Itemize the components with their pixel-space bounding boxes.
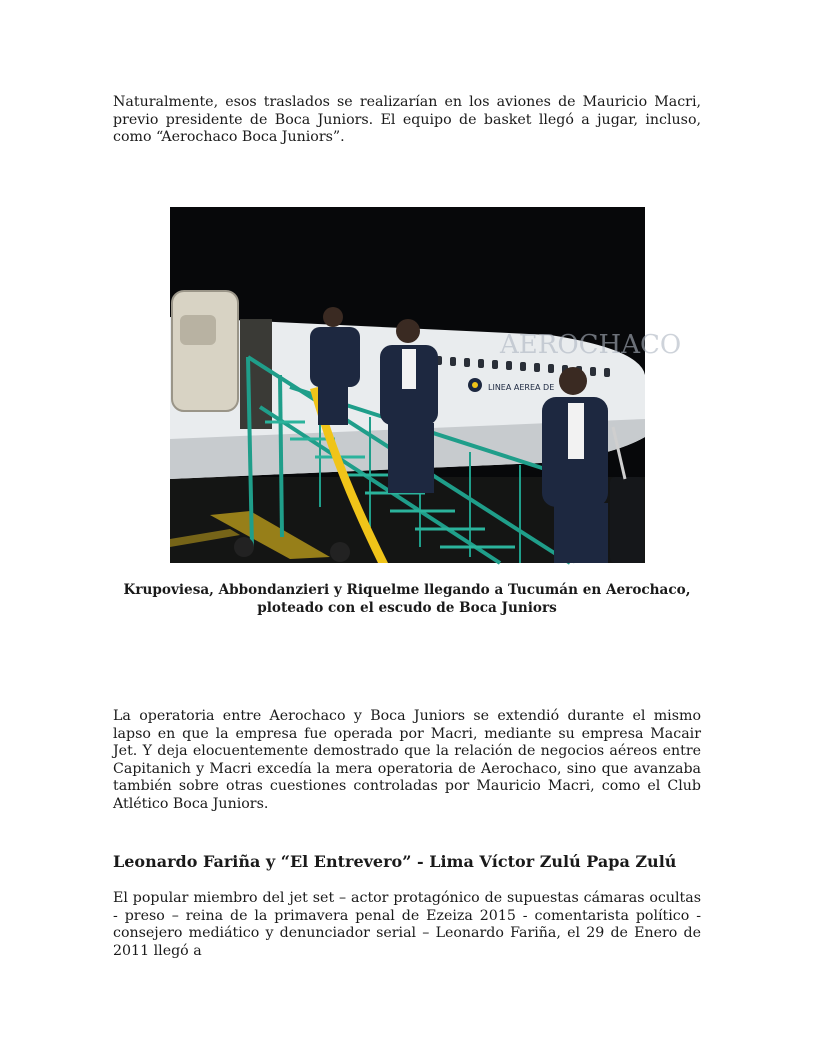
farina-paragraph: El popular miembro del jet set – actor protagónico de supuestas cámaras ocultas - preso – reina de la primavera penal de Ezeiza 2015 - comentarista político - consejero mediático y denunciador serial – Leonardo Fariña, el 29 de Enero de 2011 llegó a xyxy=(113,890,701,959)
svg-text:AEROCHACO: AEROCHACO xyxy=(500,330,682,360)
photo-caption xyxy=(113,582,701,617)
caption-line-2: ploteado con el escudo de Boca Juniors xyxy=(257,599,557,616)
section-heading: Leonardo Fariña y “El Entrevero” - Lima Víctor Zulú Papa Zulú xyxy=(113,852,677,871)
intro-paragraph: Naturalmente, esos traslados se realizarían en los aviones de Mauricio Macri, previo presidente de Boca Juniors. El equipo de basket llegó a jugar, incluso, como “Aerochaco Boca Juniors”. xyxy=(113,94,701,145)
aerochaco-boca-paragraph: La operatoria entre Aerochaco y Boca Juniors se extendió durante el mismo lapso en que la empresa fue operada por Macri, mediante su empresa Macair Jet. Y deja elocuentemente demostrado que la relación de negocios aéreos entre Capitanich y Macri excedía la mera operatoria de Aerochaco, sino que avanzaba también sobre otras cuestiones controladas por Mauricio Macri, como el Club Atlético Boca Juniors. xyxy=(113,708,701,812)
svg-text:LINEA AEREA DE: LINEA AEREA DE xyxy=(488,383,555,392)
caption-line-1: Krupoviesa, Abbondanzieri y Riquelme llegando a Tucumán en Aerochaco, xyxy=(123,582,691,598)
airplane-stairs-photo xyxy=(170,207,682,563)
